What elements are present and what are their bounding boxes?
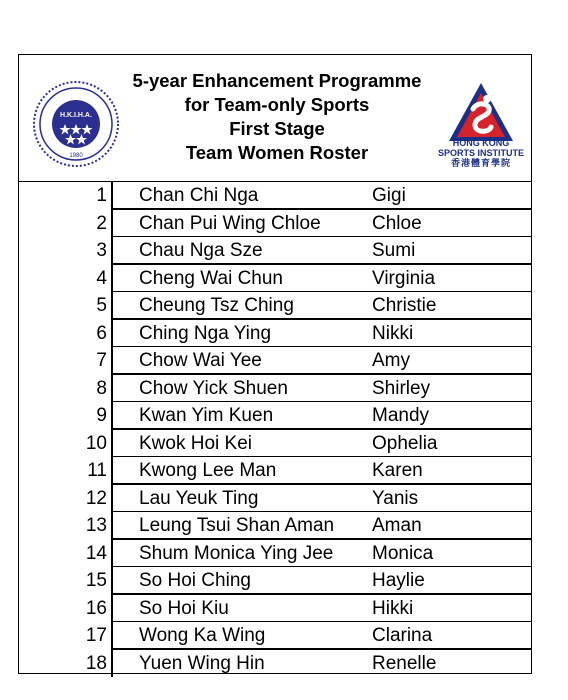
column-divider <box>111 375 113 403</box>
player-name: Yuen Wing Hin <box>139 652 265 674</box>
title-line-1: 5-year Enhancement Programme <box>132 70 422 91</box>
player-nickname: Karen <box>372 460 423 481</box>
row-number: 8 <box>96 377 107 399</box>
row-number: 14 <box>85 542 107 564</box>
roster-row <box>19 375 531 403</box>
column-divider <box>111 595 113 623</box>
player-name: Kwan Yim Kuen <box>139 405 274 426</box>
column-divider <box>111 457 113 485</box>
column-divider <box>111 210 113 238</box>
column-divider <box>111 402 113 430</box>
column-divider <box>111 430 113 458</box>
roster-row <box>19 265 531 293</box>
player-nickname: Aman <box>372 515 422 536</box>
player-nickname: Mandy <box>372 405 430 426</box>
roster-row <box>19 650 531 678</box>
roster-row <box>19 210 531 238</box>
player-name: Ching Nga Ying <box>139 322 272 344</box>
row-number: 10 <box>85 432 107 454</box>
column-divider <box>111 622 113 650</box>
player-name: So Hoi Ching <box>139 570 251 591</box>
player-nickname: Ophelia <box>372 432 438 454</box>
player-nickname: Virginia <box>372 267 436 289</box>
svg-text:1980: 1980 <box>69 153 83 159</box>
roster-row <box>19 237 531 265</box>
roster-sheet <box>18 54 532 674</box>
svg-text:H.K.I.H.A.: H.K.I.H.A. <box>60 112 92 119</box>
roster-row <box>19 485 531 513</box>
row-number: 12 <box>85 487 107 509</box>
player-nickname: Renelle <box>372 652 437 674</box>
hksi-wordmark <box>429 138 533 168</box>
column-divider <box>111 237 113 265</box>
player-nickname: Nikki <box>372 322 414 344</box>
hkiha-logo <box>31 79 121 169</box>
row-number: 3 <box>96 240 107 261</box>
roster-row <box>19 457 531 485</box>
roster-title <box>119 69 435 165</box>
row-number: 9 <box>96 405 107 426</box>
title-line-3: First Stage <box>229 118 325 139</box>
row-number: 16 <box>85 597 107 619</box>
player-name: Cheung Tsz Ching <box>139 295 294 316</box>
column-divider <box>111 512 113 540</box>
column-divider <box>111 265 113 293</box>
hksi-line-3: 香港體育學院 <box>450 158 511 168</box>
player-nickname: Sumi <box>372 240 416 261</box>
column-divider <box>111 650 113 678</box>
roster-row <box>19 402 531 430</box>
roster-row <box>19 347 531 375</box>
roster-row <box>19 540 531 568</box>
row-number: 18 <box>85 652 107 674</box>
row-number: 5 <box>96 295 107 316</box>
row-number: 4 <box>96 267 107 289</box>
player-name: Leung Tsui Shan Aman <box>139 515 335 536</box>
roster-row <box>19 292 531 320</box>
player-nickname: Yanis <box>372 487 419 509</box>
roster-row <box>19 622 531 650</box>
row-number: 17 <box>85 625 107 646</box>
row-number: 7 <box>96 350 107 371</box>
player-name: Cheng Wai Chun <box>139 267 283 289</box>
column-divider <box>111 292 113 320</box>
row-number: 13 <box>85 515 107 536</box>
player-nickname: Chloe <box>372 212 422 234</box>
player-nickname: Amy <box>372 350 410 371</box>
player-name: Chan Pui Wing Chloe <box>139 212 321 234</box>
column-divider <box>111 485 113 513</box>
player-name: Chan Chi Nga <box>139 185 259 206</box>
player-name: So Hoi Kiu <box>139 597 229 619</box>
roster-row <box>19 595 531 623</box>
column-divider <box>111 567 113 595</box>
title-line-2: for Team-only Sports <box>184 94 370 115</box>
column-divider <box>111 540 113 568</box>
player-name: Wong Ka Wing <box>139 625 266 646</box>
player-name: Shum Monica Ying Jee <box>139 542 334 564</box>
player-nickname: Haylie <box>372 570 425 591</box>
roster-row <box>19 182 531 210</box>
roster-row <box>19 430 531 458</box>
row-number: 6 <box>96 322 107 344</box>
player-name: Kwok Hoi Kei <box>139 432 252 454</box>
roster-row <box>19 512 531 540</box>
roster-header <box>19 55 531 182</box>
row-number: 15 <box>85 570 107 591</box>
title-line-4: Team Women Roster <box>185 142 369 163</box>
row-number: 1 <box>96 185 107 206</box>
row-number: 11 <box>87 460 107 481</box>
column-divider <box>111 347 113 375</box>
player-name: Chau Nga Sze <box>139 240 263 261</box>
row-number: 2 <box>96 212 107 234</box>
player-nickname: Gigi <box>372 185 406 206</box>
player-nickname: Clarina <box>372 625 433 646</box>
roster-table <box>19 182 531 677</box>
player-name: Lau Yeuk Ting <box>139 487 259 509</box>
player-name: Chow Wai Yee <box>139 350 262 371</box>
player-nickname: Hikki <box>372 597 414 619</box>
player-name: Chow Yick Shuen <box>139 377 288 399</box>
roster-row <box>19 567 531 595</box>
player-nickname: Christie <box>372 295 437 316</box>
player-name: Kwong Lee Man <box>139 460 277 481</box>
hksi-line-1: HONG KONG <box>452 138 510 148</box>
roster-row <box>19 320 531 348</box>
player-nickname: Monica <box>372 542 434 564</box>
player-nickname: Shirley <box>372 377 431 399</box>
column-divider <box>111 320 113 348</box>
hksi-line-2: SPORTS INSTITUTE <box>437 148 524 158</box>
column-divider <box>111 182 113 210</box>
